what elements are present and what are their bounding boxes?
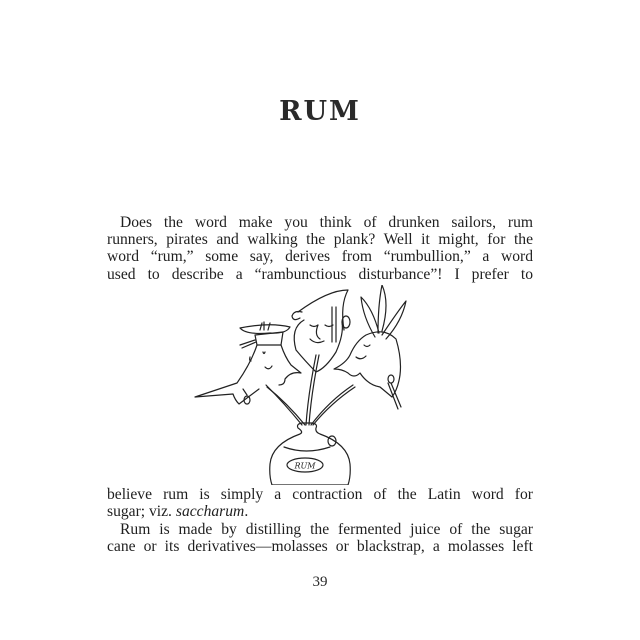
text-line: word “rum,” some say, derives from “rumbullion,” a word bbox=[107, 248, 533, 266]
text-line: Rum is made by distilling the fermented juice of the sugar bbox=[120, 521, 533, 538]
text-line: believe rum is simply a contraction of the Latin word for bbox=[107, 486, 533, 503]
text-line: sugar; viz. saccharum. bbox=[107, 503, 249, 521]
pirate-head-icon bbox=[292, 290, 350, 372]
text-line: used to describe a “rambunctious disturbance”! I prefer to bbox=[107, 265, 533, 283]
paragraph-distilling bbox=[107, 521, 533, 555]
latin-word: saccharum bbox=[175, 503, 245, 521]
chapter-title: RUM bbox=[279, 96, 361, 127]
paragraph-intro-continued bbox=[107, 486, 533, 520]
rum-jug-illustration bbox=[180, 285, 440, 485]
text-line: cane or its derivatives—molasses or blackstrap, a molasses left bbox=[107, 538, 533, 556]
text-line: runners, pirates and walking the plank? Well it might, for the bbox=[107, 231, 533, 249]
page-number: 39 bbox=[312, 574, 328, 590]
jug-icon bbox=[270, 423, 351, 485]
svg-text:RUM: RUM bbox=[294, 461, 316, 471]
paragraph-intro bbox=[107, 214, 533, 283]
sailor-head-icon bbox=[195, 322, 301, 404]
text-line: Does the word make you think of drunken sailors, rum bbox=[120, 214, 533, 231]
